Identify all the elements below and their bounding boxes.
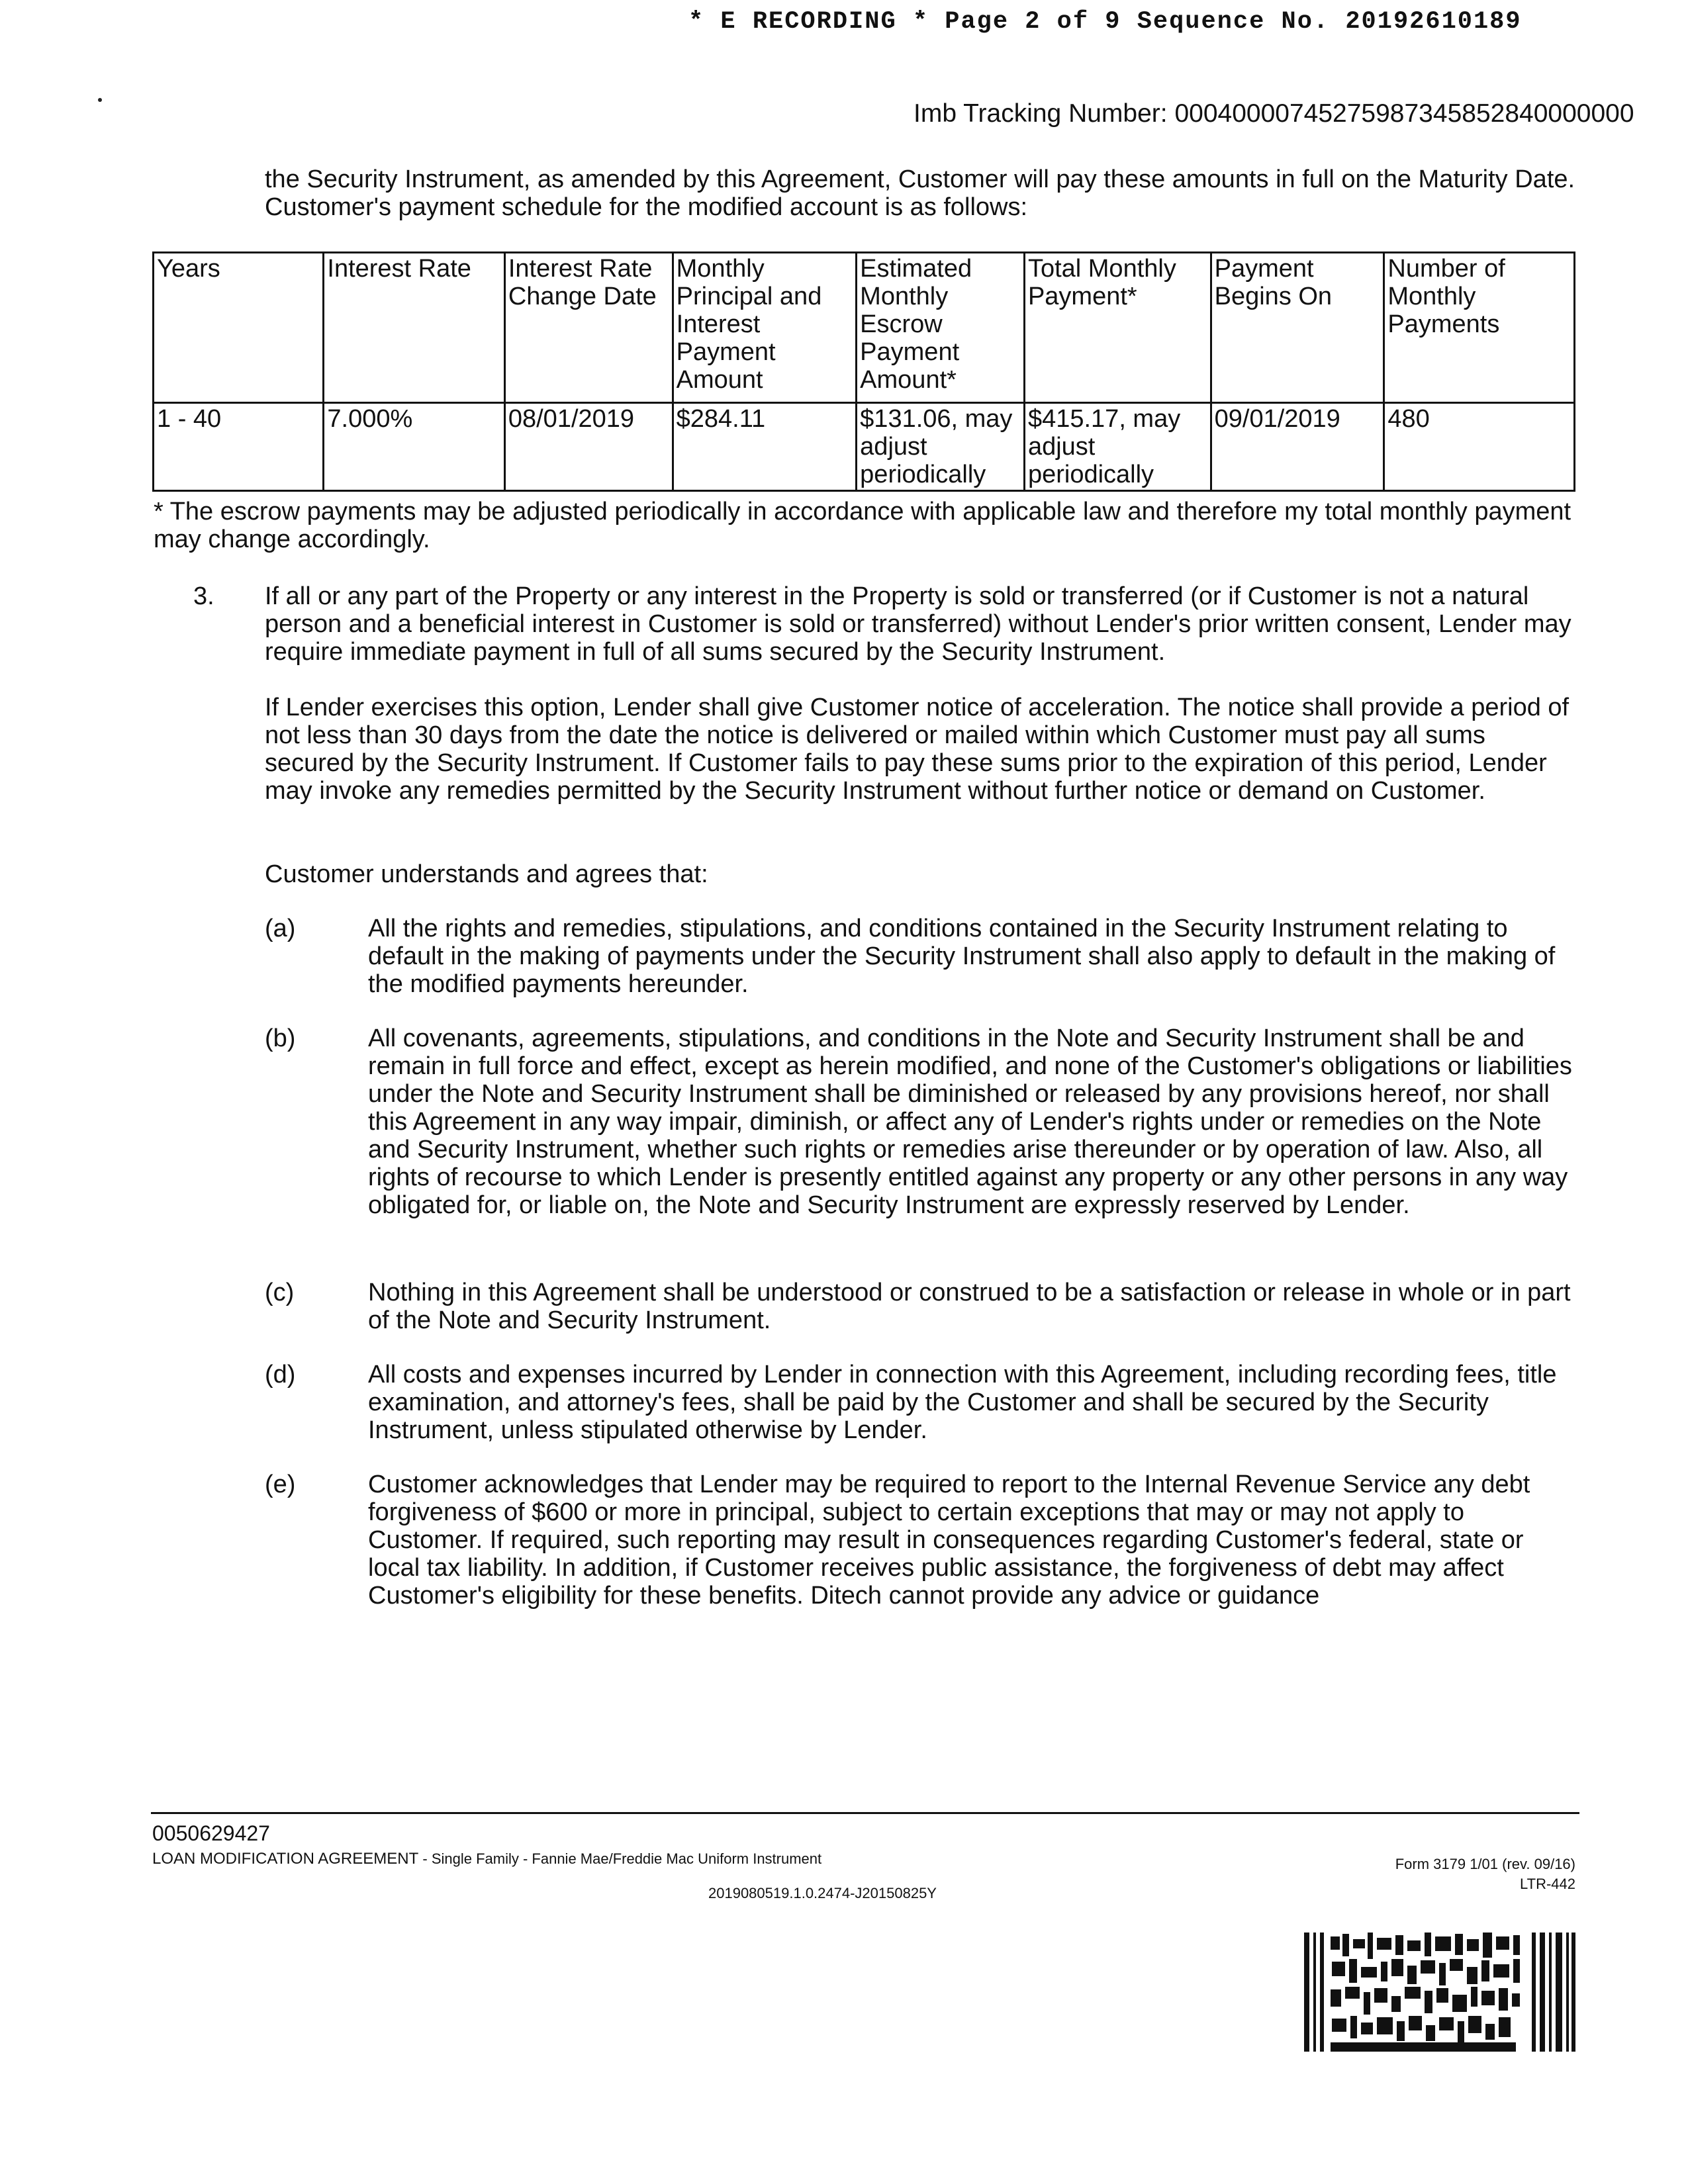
item-label-e: (e)	[265, 1471, 296, 1498]
document-code: 2019080519.1.0.2474-J20150825Y	[708, 1885, 937, 1901]
cell-principal-interest: $284.11	[673, 403, 857, 491]
cell-interest-rate: 7.000%	[324, 403, 504, 491]
recording-header: * E RECORDING * Page 2 of 9 Sequence No. 20192610189	[688, 8, 1522, 36]
item-text-c: Nothing in this Agreement shall be understood or construed to be a satisfaction or release in whole or in part of the Note and Security Instrument.	[368, 1279, 1571, 1334]
loan-number: 0050629427	[152, 1821, 270, 1845]
section-paragraph-1: If all or any part of the Property or any interest in the Property is sold or transferred (or if Customer is not a natural person and a beneficial interest in Customer is sold or transferred) without Lender's prior written consent, Lender may require immediate payment in full of all sums secured by the Security Instrument.	[265, 582, 1571, 666]
cell-begins-on: 09/01/2019	[1211, 403, 1384, 491]
cell-num-payments: 480	[1384, 403, 1575, 491]
col-principal-interest: Monthly Principal and Interest Payment Amount	[673, 253, 857, 403]
cell-years: 1 - 40	[154, 403, 324, 491]
cell-escrow: $131.06, may adjust periodically	[857, 403, 1025, 491]
form-title-sub: - Single Family - Fannie Mae/Freddie Mac Uniform Instrument	[418, 1850, 822, 1867]
col-begins-on: Payment Begins On	[1211, 253, 1384, 403]
item-text-e: Customer acknowledges that Lender may be required to report to the Internal Revenue Service any debt forgiveness of $600 or more in principal, subject to certain exceptions that may or may not apply to Customer. If required, such reporting may result in consequences regarding Customer's federal, state or local tax liability. In addition, if Customer receives public assistance, the forgiveness of debt may affect Customer's eligibility for these benefits. Ditech cannot provide any advice or guidance	[368, 1471, 1530, 1610]
section-number: 3.	[193, 582, 214, 610]
escrow-footnote: * The escrow payments may be adjusted periodically in accordance with applicable law and therefore my total monthly payment may change accordingly.	[154, 498, 1571, 553]
item-label-c: (c)	[265, 1279, 295, 1306]
item-text-b: All covenants, agreements, stipulations, and conditions in the Note and Security Instrument shall be and remain in full force and effect, except as herein modified, and none of the Customer's obligations or liabilities under the Note and Security Instrument shall be diminished or released by any provisions hereof, nor shall this Agreement in any way impair, diminish, or affect any of Lender's rights under or remedies on the Note and Security Instrument, whether such rights or remedies arise thereunder or by operation of law. Also, all rights of recourse to which Lender is presently entitled against any property or any other persons in any way obligated for, or liable on, the Note and Security Instrument are expressly reserved by Lender.	[368, 1024, 1572, 1219]
col-rate-change-date: Interest Rate Change Date	[504, 253, 673, 403]
form-number: Form 3179 1/01 (rev. 09/16)	[1395, 1856, 1575, 1872]
footer-divider	[151, 1812, 1579, 1814]
section-paragraph-2: If Lender exercises this option, Lender shall give Customer notice of acceleration. The notice shall provide a period of not less than 30 days from the date the notice is delivered or mailed within which Customer must pay all sums secured by the Security Instrument. If Customer fails to pay these sums prior to the expiration of this period, Lender may invoke any remedies permitted by the Security Instrument without further notice or demand on Customer.	[265, 694, 1570, 805]
col-escrow: Estimated Monthly Escrow Payment Amount*	[857, 253, 1025, 403]
item-text-a: All the rights and remedies, stipulations, and conditions contained in the Security Instrument relating to default in the making of payments under the Security Instrument shall also apply to default in the making of the modified payments hereunder.	[368, 915, 1556, 998]
barcode-icon	[1304, 1933, 1575, 2052]
tracking-number: Imb Tracking Number: 00040000745275987345852840000000	[914, 99, 1634, 128]
item-text-d: All costs and expenses incurred by Lender in connection with this Agreement, including recording fees, title examination, and attorney's fees, shall be paid by the Customer and shall be secured by the Security Instrument, unless stipulated otherwise by Lender.	[368, 1361, 1557, 1444]
table-header-row	[154, 253, 1575, 403]
col-years: Years	[154, 253, 324, 403]
payment-schedule-table	[152, 251, 1575, 492]
form-title	[152, 1850, 821, 1868]
col-interest-rate: Interest Rate	[324, 253, 504, 403]
section-paragraph-3: Customer understands and agrees that:	[265, 860, 708, 888]
col-num-payments: Number of Monthly Payments	[1384, 253, 1575, 403]
form-code: LTR-442	[1520, 1876, 1575, 1892]
cell-rate-change-date: 08/01/2019	[504, 403, 673, 491]
table-row	[154, 403, 1575, 491]
item-label-b: (b)	[265, 1024, 296, 1052]
stray-mark	[98, 98, 102, 102]
item-label-a: (a)	[265, 915, 296, 942]
item-label-d: (d)	[265, 1361, 296, 1388]
form-title-main: LOAN MODIFICATION AGREEMENT	[152, 1850, 419, 1868]
cell-total-payment: $415.17, may adjust periodically	[1024, 403, 1211, 491]
col-total-payment: Total Monthly Payment*	[1024, 253, 1211, 403]
intro-paragraph: the Security Instrument, as amended by this Agreement, Customer will pay these amounts in full on the Maturity Date. Customer's payment schedule for the modified account is as follows:	[265, 165, 1575, 221]
form-identifier	[1377, 1854, 1575, 1894]
